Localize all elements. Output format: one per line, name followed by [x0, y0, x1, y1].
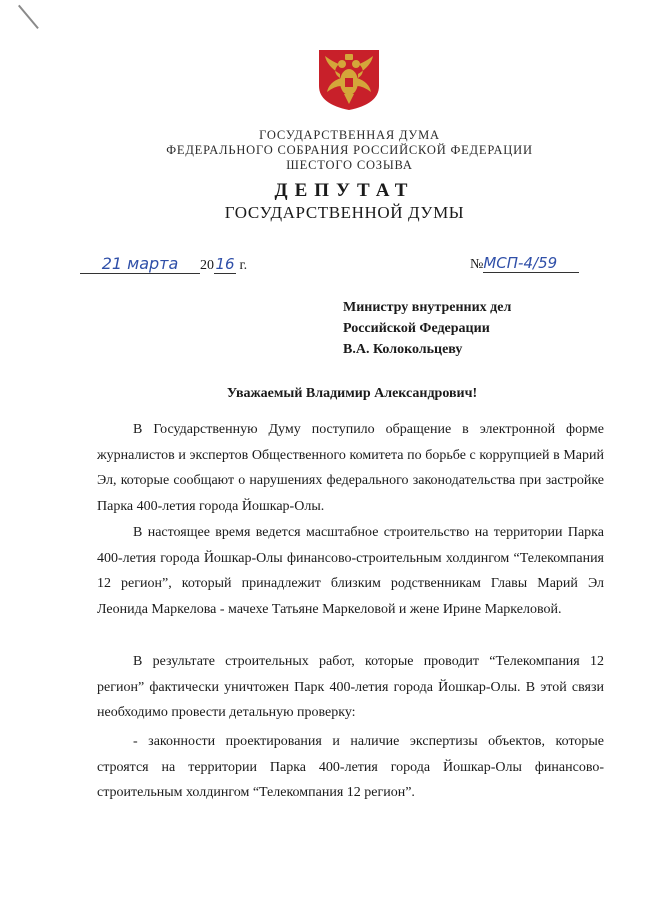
paragraph-2-text: В настоящее время ведется масштабное строительство на территории Парка 400-летия города Йошкар-Олы финансово-строительным холдингом “Телекомпания 12 регион”, который принадлежит близким родственникам Главы Марий Эл Леонида Маркелова - мачехе Татьяне Маркеловой и жене Ирине Маркеловой.: [97, 525, 604, 617]
date-year-suffix: 16: [215, 255, 235, 273]
addressee-line-2: Российской Федерации: [343, 321, 490, 336]
paragraph-2: [97, 520, 604, 622]
addressee-block: [343, 297, 511, 360]
addressee-line-1: Министру внутренних дел: [343, 300, 512, 315]
deputy-title: ДЕПУТАТ: [274, 180, 415, 201]
reference-prefix: №: [470, 257, 484, 272]
reference-value: МСП-4/59: [483, 254, 579, 273]
date-year-prefix: 20: [200, 258, 214, 273]
letterhead-line-3: ШЕСТОГО СОЗЫВА: [286, 158, 413, 172]
paragraph-3-text: В результате строительных работ, которые проводит “Телекомпания 12 регион” фактически уничтожен Парк 400-летия города Йошкар-Олы. В этой связи необходимо провести детальную проверку:: [97, 654, 604, 720]
reference-number: [470, 254, 579, 273]
paragraph-1: [97, 417, 604, 519]
date-year-unit: г.: [239, 258, 248, 273]
paragraph-1-text: В Государственную Думу поступило обращение в электронной форме журналистов и экспертов Общественного комитета по борьбе с коррупцией в Марий Эл, которые сообщают о нарушениях федерального законодательства при застройке Парка 400-летия города Йошкар-Олы.: [97, 422, 604, 514]
deputy-subtitle: ГОСУДАРСТВЕННОЙ ДУМЫ: [224, 203, 465, 222]
date-day-month: 21 марта: [80, 254, 200, 274]
letterhead-line-1: ГОСУДАРСТВЕННАЯ ДУМА: [259, 128, 440, 142]
date-line: [80, 254, 247, 274]
russian-coat-of-arms-icon: [317, 48, 381, 112]
paragraph-3: [97, 649, 604, 726]
letterhead: [0, 128, 649, 173]
paragraph-4: [97, 729, 604, 806]
salutation: Уважаемый Владимир Александрович!: [226, 386, 478, 401]
letterhead-line-2: ФЕДЕРАЛЬНОГО СОБРАНИЯ РОССИЙСКОЙ ФЕДЕРАЦИИ: [166, 143, 533, 157]
scan-mark: [18, 5, 39, 29]
paragraph-4-text: - законности проектирования и наличие экспертизы объектов, которые строятся на территории Парка 400-летия города Йошкар-Олы финансово-строительным холдингом “Телекомпания 12 регион”.: [97, 734, 604, 800]
addressee-line-3: В.А. Колокольцеву: [343, 342, 463, 357]
